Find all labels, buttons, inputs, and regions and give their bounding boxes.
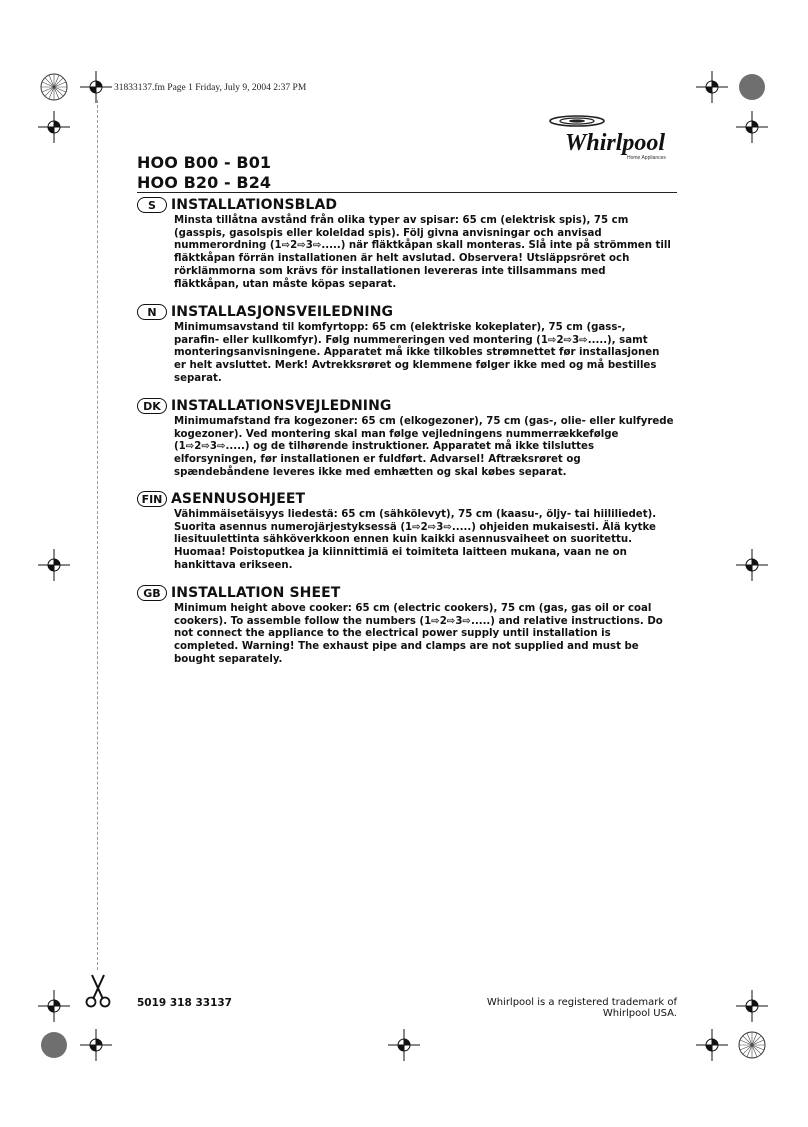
- section-heading: INSTALLATION SHEET: [171, 585, 341, 601]
- title-line-2: HOO B20 - B24: [137, 173, 272, 192]
- section-fin: [137, 489, 677, 573]
- section-body: Minimum height above cooker: 65 cm (electric cookers), 75 cm (gas, gas oil or coal cookers). To assemble follow the numbers (1⇨2⇨3⇨.....) and relative instructions. Do not connect the appliance to the electrical power supply until installation is completed. Warning! The exhaust pipe and clamps are not supplied and must be bought separately.: [174, 603, 663, 665]
- section-n: [137, 302, 677, 386]
- language-badge: FIN: [137, 491, 167, 507]
- trademark-notice: Whirlpool is a registered trademark of Whirlpool USA.: [486, 997, 677, 1019]
- section-body: Vähimmäisetäisyys liedestä: 65 cm (sähkölevyt), 75 cm (kaasu-, öljy- tai hiililiedet). Suorita asennus numerojärjestyksessä (1⇨2⇨3⇨.....) ohjeiden mukaisesti. Älä kytke liesituulettinta sähköverkkoon ennen kuin kaikki asennusvaiheet on suoritettu. Huomaa! Poistoputkea ja kiinnittimiä ei toimiteta laitteen mukana, vaan ne on hankittava erikseen.: [174, 509, 657, 571]
- whirlpool-logo: [543, 113, 677, 163]
- section-body: Minsta tillåtna avstånd från olika typer av spisar: 65 cm (elektrisk spis), 75 cm (gasspis, gasolspis eller koleldad spis). Följ givna anvisningar och anvisad nummerordning (1⇨2⇨3⇨.....) när fläktkåpan skall monteras. Slå inte på strömmen till fläktkåpan förrän installationen är helt avslutad. Observera! Utsläppsröret och rörklämmorna som krävs för installationen levereras inte tillsammans med fläktkåpan, utan måste köpas separat.: [174, 215, 671, 290]
- section-body: Minimumafstand fra kogezoner: 65 cm (elkogezoner), 75 cm (gas-, olie- eller kulfyrede kogezoner). Ved montering skal man følge vejledningens nummerrækkefølge (1⇨2⇨3⇨.....) og de tilhørende instruktioner. Apparatet må ikke tilsluttes elforsyningen, før installationen er fuldført. Advarsel! Aftræksrøret og spændebåndene leveres ikke med emhætten og skal købes separat.: [174, 416, 674, 478]
- language-badge: N: [137, 304, 167, 320]
- part-number: 5019 318 33137: [137, 997, 232, 1009]
- file-info: 31833137.fm Page 1 Friday, July 9, 2004 2:37 PM: [114, 83, 307, 93]
- section-body: Minimumsavstand til komfyrtopp: 65 cm (elektriske kokeplater), 75 cm (gass-, parafin- eller kullkomfyr). Følg nummereringen ved montering (1⇨2⇨3⇨.....), samt monteringsanvisningene. Apparatet må ikke tilkobles strømnettet før installasjonen er helt avsluttet. Merk! Avtrekksrøret og klemmene følger ikke med og må bestilles separat.: [174, 322, 660, 384]
- brand-sub: Home Appliances: [627, 155, 666, 161]
- section-heading: INSTALLASJONSVEILEDNING: [171, 304, 394, 320]
- section-heading: ASENNUSOHJEET: [171, 491, 306, 507]
- language-badge: GB: [137, 585, 167, 601]
- section-dk: [137, 396, 677, 480]
- scissors-icon: [84, 973, 112, 1009]
- section-gb: [137, 583, 677, 667]
- section-s: [137, 195, 677, 291]
- page-title: [137, 153, 271, 193]
- language-badge: S: [137, 197, 167, 213]
- language-badge: DK: [137, 398, 167, 414]
- title-divider: [137, 192, 677, 193]
- title-line-1: HOO B00 - B01: [137, 153, 272, 172]
- section-heading: INSTALLATIONSBLAD: [171, 197, 338, 213]
- brand-name: Whirlpool: [565, 130, 666, 156]
- cut-line: [97, 100, 98, 970]
- section-heading: INSTALLATIONSVEJLEDNING: [171, 398, 392, 414]
